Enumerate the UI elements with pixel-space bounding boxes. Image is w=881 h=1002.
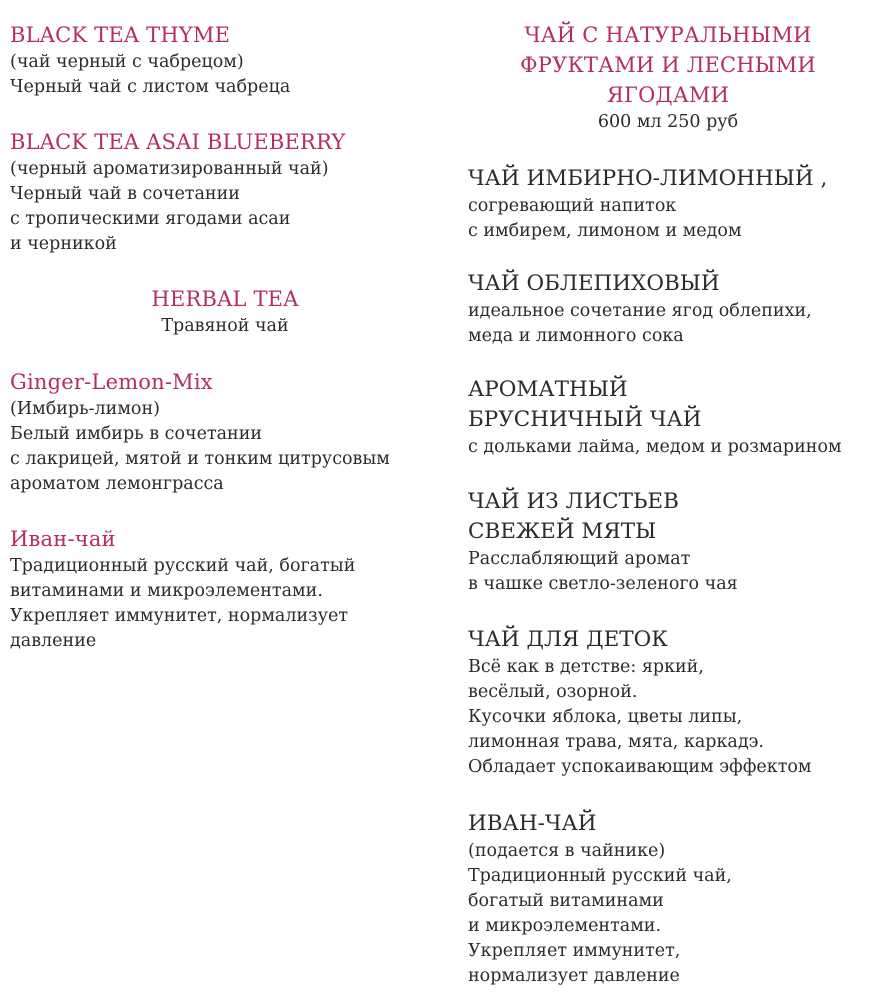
item-description: витаминами и микроэлементами. [10,581,323,601]
item-description: лимонная трава, мята, каркадэ. [468,732,764,752]
item-description: в чашке светло-зеленого чая [468,574,738,594]
section-title-line: ЧАЙ С НАТУРАЛЬНЫМИ [524,23,812,47]
item-title: BLACK TEA ASAI BLUEBERRY [10,130,346,154]
item-description: богатый витаминами [468,891,664,911]
item-description: с лакрицей, мятой и тонким цитрусовым [10,449,390,469]
item-description: нормализует давление [468,966,680,986]
item-title: ЧАЙ ИЗ ЛИСТЬЕВ [468,489,679,514]
item-description: Белый имбирь в сочетании [10,424,263,444]
item-title: ИВАН-ЧАЙ [468,811,597,836]
item-description: с тропическими ягодами асаи [10,209,291,229]
item-title: СВЕЖЕЙ МЯТЫ [468,519,657,544]
item-description: и микроэлементами. [468,916,662,936]
section-price: 600 мл 250 руб [597,112,739,132]
item-title: ЧАЙ ИМБИРНО-ЛИМОННЫЙ , [468,166,828,191]
menu-item-sea-buckthorn [468,269,812,349]
item-title: БРУСНИЧНЫЙ ЧАЙ [468,407,702,432]
item-description: ароматом лемонграсса [10,474,224,494]
item-title: Ginger-Lemon-Mix [10,370,213,394]
item-description: Традиционный русский чай, [468,866,732,886]
item-description: Расслабляющий аромат [468,549,691,569]
menu-item-kids-tea [468,625,812,780]
item-description: с имбирем, лимоном и медом [468,221,742,241]
section-title-line: ЯГОДАМИ [606,83,730,107]
item-title: Иван-чай [10,527,116,551]
item-description: давление [10,631,97,651]
item-subtitle: (черный ароматизированный чай) [10,159,329,179]
item-description: Традиционный русский чай, богатый [10,556,356,576]
item-subtitle: (чай черный с чабрецом) [10,52,244,72]
menu-item-black-tea-asai-blueberry [10,127,346,257]
item-title: BLACK TEA THYME [10,23,231,47]
item-description: идеальное сочетание ягод облепихи, [468,301,812,321]
section-title: HERBAL TEA [151,287,299,311]
item-title: ЧАЙ ОБЛЕПИХОВЫЙ [468,271,720,296]
menu-item-ivan-chai [10,524,355,654]
item-description: Укрепляет иммунитет, нормализует [10,606,349,626]
item-description: и черникой [10,234,117,254]
item-title: АРОМАТНЫЙ [468,377,628,402]
item-description: Укрепляет иммунитет, [468,941,681,961]
item-description: Кусочки яблока, цветы липы, [468,707,743,727]
menu-item-black-tea-thyme [10,20,290,100]
item-description: с дольками лайма, медом и розмарином [468,437,842,457]
menu-item-ginger-lemon [468,164,827,244]
section-herbal-tea [10,284,440,339]
item-description: Обладает успокаивающим эффектом [468,757,812,777]
item-description: согревающий напиток [468,196,677,216]
item-subtitle: (Имбирь-лимон) [10,399,160,419]
menu-item-ivan-chai-teapot [468,809,732,989]
section-fruit-berry-tea [488,20,848,135]
item-description: Черный чай с листом чабреца [10,77,291,97]
item-subtitle: (подается в чайнике) [468,841,666,861]
item-description: Всё как в детстве: яркий, [468,657,704,677]
item-description: весёлый, озорной. [468,682,638,702]
item-description: Черный чай в сочетании [10,184,240,204]
menu-item-lingonberry [468,375,842,460]
section-title-line: ФРУКТАМИ И ЛЕСНЫМИ [520,53,816,77]
item-title: ЧАЙ ДЛЯ ДЕТОК [468,627,668,652]
section-subtitle: Травяной чай [161,316,289,336]
item-description: меда и лимонного сока [468,326,684,346]
menu-item-ginger-lemon-mix [10,367,390,497]
menu-item-mint [468,487,738,597]
